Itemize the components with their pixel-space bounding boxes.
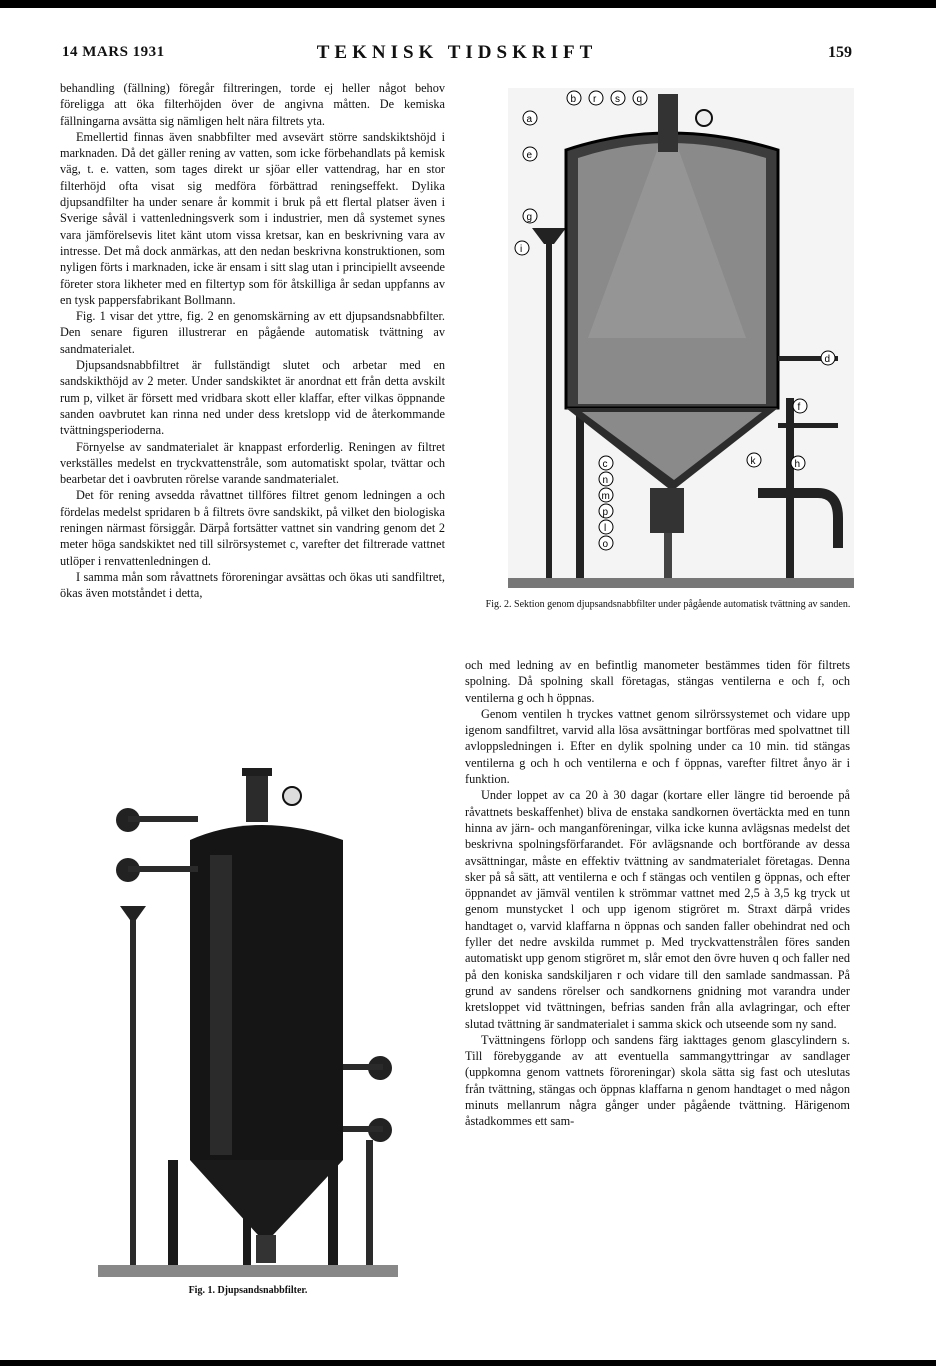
paragraph: I samma mån som råvattnets föroreningar avsättas och ökas uti sandfiltret, ökas även motståndet i detta,: [60, 569, 445, 601]
paragraph: Förnyelse av sandmaterialet är knappast erforderlig. Reningen av filtret verkställes medelst en tryckvattenstråle, som automatiskt spolar, tvättar och bearbetar det i oavbruten rörelse varande sandmaterialet.: [60, 439, 445, 487]
paragraph: Tvättningens förlopp och sandens färg iakttages genom glascylindern s. Till förebyggande av att eventuella sammangyttringar av sandlager (uppkomna genom vattnets föroreningar) skola sätta sig fast och uteslutas från tvättning, stängas och öppnas klaffarna n genom handtaget o med någon minuts mellanrum några gånger under pågående tvättning. Härigenom åstadkommes ett sam-: [465, 1032, 850, 1129]
label-i: i: [520, 244, 523, 255]
label-a: a: [526, 114, 533, 125]
label-r: r: [593, 94, 597, 105]
right-column: [465, 657, 850, 1130]
left-column: [60, 80, 445, 602]
filter-exterior-illustration: [98, 760, 398, 1280]
figure-2-section-drawing: [508, 88, 854, 588]
journal-title: TEKNISK TIDSKRIFT: [316, 42, 598, 63]
paragraph: Det för rening avsedda råvattnet tillföres filtret genom ledningen a och fördelas medelst spridaren b å filtrets övre sandskikt, på vilket den biologiska reningen närmast försiggår. Därpå fortsätter vattnet sin vandring genom det 2 meter höga sandskiktet ned till silrörsystemet c, varefter det filtrerade vattnet utlöper i renvattenledningen d.: [60, 488, 445, 568]
label-m: m: [601, 491, 610, 502]
label-q: q: [636, 94, 643, 105]
label-g: g: [526, 212, 533, 223]
issue-date: 14 MARS 1931: [62, 44, 165, 60]
filter-section-illustration: [508, 88, 854, 588]
label-l: l: [604, 523, 607, 534]
label-n: n: [602, 475, 609, 486]
paragraph: Emellertid finnas även snabbfilter med avsevärt större sandskiktshöjd i marknaden. Då det gäller rening av vatten, som icke förbehandlats på kemisk väg, t. e. vatten, som tages direkt ur sjöar eller vattendrag, har en stor filterhöjd ofta visat sig medföra förbättrad reningseffekt. Dylika djupsandfilter ha under senare år kommit i bruk på ett flertal platser även i Sverige såväl i vattenledningsverk som i industrier, men då systemet synes vara jämförelsevis litet känt utom vissa kretsar, kan en beskrivning vara av intresse. Det må dock anmärkas, att den nedan beskrivna konstruktionen, som nyligen förts i marknaden, icke är ensam i sitt slag utan i principiellt avseende företer stora likheter med en filtertyp som för åtskilliga år sedan uppfanns av en tysk pappersfabrikant Bollmann.: [60, 129, 445, 307]
label-c: c: [602, 459, 608, 470]
paragraph: Under loppet av ca 20 à 30 dagar (kortare eller längre tid beroende på råvattnets beskaffenhet) bliva de enstaka sandkornen övertäckta med en tunn hinna av järn- och manganföreningar, vilka icke kunna avlägsnas medelst det beskrivna spolningsförfarandet. För avlägsnande och bortförande av dessa avsättningar, måste en effektiv tvättning av sandmaterialet företagas. Denna sker på så sätt, att ventilerna e och f stängas och ventilen g öppnas, och efter öppnandet av jämväl ventilen k strömmar vattnet med 2,5 à 3,5 kg tryck ut genom munstycket l och upp igenom stigröret m. Straxt därpå vrides handtaget o, varvid klaffarna n öppnas och sanden faller obehindrat ned och fyller det nedre avskilda rummet p. Med tryckvattenstrålen föres sanden automatiskt upp genom stigröret m, slår emot den övre huven q och faller ned på den koniska sandskiljaren r och vidare till den samlade sandmassan. På grund av sandens rörelser och sandkornens gnidning mot varandra under kretsloppet vid tvättningen, befrias sanden från alla avlagringar, och efter slutad tvättning är sandmaterialet i samma skick och utseende som ny sand.: [465, 788, 850, 1031]
label-e: e: [526, 150, 533, 161]
label-p: p: [602, 507, 609, 518]
label-d: d: [824, 354, 831, 365]
label-o: o: [602, 539, 609, 550]
label-s: s: [615, 94, 620, 105]
label-b: b: [570, 94, 577, 105]
paragraph: Djupsandsnabbfiltret är fullständigt slutet och arbetar med en sandskikthöjd av 2 meter. Under sandskiktet är anordnat ett från detta avskilt rum p, vilket är försett med vridbara skott eller klaffar, efter vilkas öppnande sanden oavbrutet kan rinna ned under dess kretslopp vid de återkommande tvättningsperioderna.: [60, 358, 445, 438]
paragraph: och med ledning av en befintlig manometer bestämmes tiden för filtrets spolning. Då spolning skall företagas, stängas ventilerna e och f, och ventilerna g och h öppnas.: [465, 658, 850, 705]
label-k: k: [750, 456, 756, 467]
paragraph: Fig. 1 visar det yttre, fig. 2 en genomskärning av ett djupsandsnabbfilter. Den senare figuren illustrerar en pågående automatisk tvättning av sandmaterialet.: [60, 309, 445, 356]
page-header: [62, 42, 852, 68]
top-border: [0, 0, 936, 8]
paragraph: Genom ventilen h tryckes vattnet genom silrörssystemet och vidare upp igenom sandfiltret, varvid alla lösa avsättningar bortföras med spolvattnet till avloppsledningen i. Efter en dylik spolning under ca 10 min. tid stängas ventilerna g och h och ventilerna e och f öppnas, varefter filtret ånyo är i funktion.: [465, 706, 850, 787]
label-f: f: [797, 402, 801, 413]
page-number: 159: [828, 44, 852, 61]
bottom-border: [0, 1360, 936, 1366]
paragraph: behandling (fällning) föregår filtreringen, torde ej heller något behov föreligga att öka filterhöjden över de angivna måtten. De kemiska fällningarna avsätta sig nämligen helt nära filtrets yta.: [60, 81, 445, 128]
figure-1-caption: Fig. 1. Djupsandsnabbfilter.: [188, 1285, 308, 1296]
figure-2-caption: Fig. 2. Sektion genom djupsandsnabbfilter under pågående automatisk tvättning av sanden.: [485, 599, 851, 610]
figure-1-filter-photo: [98, 760, 398, 1280]
label-h: h: [794, 459, 801, 470]
